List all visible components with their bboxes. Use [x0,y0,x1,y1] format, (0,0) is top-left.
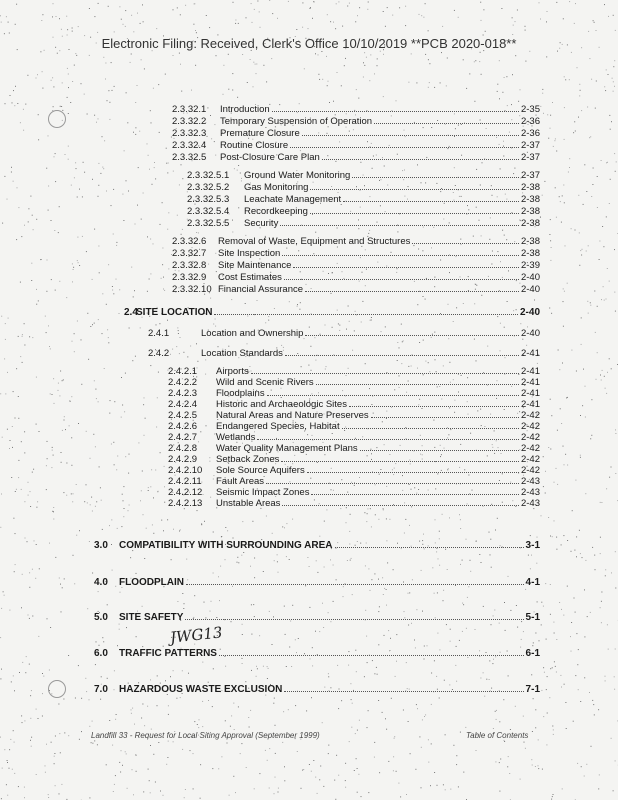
toc-entry [168,487,540,498]
toc-entry-page: 2-43 [520,476,540,487]
toc-entry [168,421,540,432]
dot-leader [322,152,519,160]
toc-entry-page: 2-41 [520,377,540,388]
toc-entry-page: 3-1 [525,540,540,551]
toc-entry-number: 2.3.32.5.3 [187,194,230,205]
dot-leader [285,348,519,356]
dot-leader [310,206,519,214]
toc-entry-page: 2-43 [520,498,540,509]
toc-entry [168,476,540,487]
toc-entry [187,218,540,229]
toc-entry [187,182,540,193]
toc-entry-page: 2-37 [520,140,540,151]
toc-entry [172,104,540,115]
toc-entry [187,170,540,181]
dot-leader [186,577,524,585]
dot-leader [305,328,519,336]
toc-entry-number: 2.4.2.4 [168,399,198,410]
toc-entry-number: 2.4.2.11 [168,476,202,487]
dot-leader [282,248,519,256]
dot-leader [251,366,519,374]
dot-leader [349,399,519,407]
toc-entry-number: 2.4.1 [148,328,170,339]
toc-entry-number: 2.3.32.5.1 [187,170,230,181]
toc-entry-number: 2.3.32.2 [172,116,207,127]
toc-entry [94,577,540,588]
toc-entry-page: 2-38 [520,248,540,259]
toc-entry-page: 2-38 [520,236,540,247]
toc-entry-page: 2-40 [520,272,540,283]
toc-entry-number: 2.4.2.13 [168,498,203,509]
toc-entry [148,348,540,359]
toc-entry-title: Floodplains [216,388,265,399]
dot-leader [290,140,519,148]
toc-entry [172,260,540,271]
toc-entry [168,465,540,476]
toc-entry-title: Setback Zones [216,454,280,465]
toc-entry-title: Airports [216,366,249,377]
toc-entry-number: 2.3.32.10 [172,284,212,295]
toc-entry-page: 2-43 [520,487,540,498]
toc-entry-title: Seismic Impact Zones [216,487,310,498]
toc-entry-title: Sole Source Aquifers [216,465,305,476]
toc-entry [168,454,540,465]
toc-entry-page: 2-42 [520,443,540,454]
dot-leader [302,128,519,136]
toc-entry [94,684,540,695]
dot-leader [284,684,523,692]
toc-entry-page: 2-36 [520,116,540,127]
toc-entry-title: Recordkeeping [244,206,308,217]
toc-entry-title: FLOODPLAIN [119,577,184,588]
toc-entry-page: 2-42 [520,421,540,432]
toc-entry-number: 2.3.32.3 [172,128,207,139]
footer-right: Table of Contents [466,731,529,740]
toc-entry [172,140,540,151]
dot-leader [412,236,519,244]
toc-entry-number: 2.3.32.4 [172,140,207,151]
toc-entry-number: 2.4.2.5 [168,410,198,421]
footer-left: Landfill 33 - Request for Local Siting Approval (September 1999) [91,731,320,740]
toc-entry-title: COMPATIBILITY WITH SURROUNDING AREA [119,540,333,551]
toc-entry-page: 2-42 [520,465,540,476]
toc-entry-page: 2-37 [520,170,540,181]
toc-entry-page: 6-1 [525,648,540,659]
toc-entry-number: 2.3.32.8 [172,260,207,271]
toc-entry [168,410,540,421]
dot-leader [360,443,519,451]
dot-leader [280,218,519,226]
toc-entry-page: 2-37 [520,152,540,163]
toc-entry [172,248,540,259]
dot-leader [335,540,524,548]
toc-entry-title: Leachate Management [244,194,342,205]
toc-entry-number: 2.4.2.12 [168,487,203,498]
toc-entry [124,307,540,318]
toc-entry-title: SITE LOCATION [136,307,213,318]
toc-entry-number: 2.4.2.8 [168,443,198,454]
toc-entry-page: 2-42 [520,454,540,465]
toc-entry-page: 2-41 [520,388,540,399]
toc-entry [168,366,540,377]
dot-leader [316,377,519,385]
toc-entry-number: 2.4.2 [148,348,170,359]
toc-entry-page: 2-40 [520,284,540,295]
dot-leader [307,465,519,473]
toc-entry-number: 2.3.32.9 [172,272,207,283]
toc-entry [168,377,540,388]
toc-entry-title: Temporary Suspension of Operation [220,116,373,127]
dot-leader [219,648,524,656]
toc-entry-page: 5-1 [525,612,540,623]
toc-entry-page: 2-40 [519,307,540,318]
dot-leader [284,272,519,280]
dot-leader [293,260,519,268]
toc-entry-page: 2-38 [520,218,540,229]
toc-entry-number: 4.0 [94,577,108,588]
toc-entry-page: 2-41 [520,399,540,410]
toc-entry [168,498,540,509]
toc-entry [172,284,540,295]
toc-entry-title: Premature Closure [220,128,300,139]
toc-entry-title: Location Standards [201,348,283,359]
toc-entry-title: SITE SAFETY [119,612,184,623]
toc-entry [94,540,540,551]
toc-entry-title: Unstable Areas [216,498,281,509]
toc-entry-title: Endangered Species, Habitat [216,421,340,432]
toc-entry [168,443,540,454]
dot-leader [374,116,519,124]
dot-leader [352,170,519,178]
toc-entry-title: Routine Closure [220,140,289,151]
filing-header: Electronic Filing: Received, Clerk's Office 10/10/2019 **PCB 2020-018** [101,36,517,51]
toc-entry [187,206,540,217]
toc-entry [168,388,540,399]
toc-entry-page: 2-38 [520,206,540,217]
dot-leader [282,498,519,506]
toc-entry-title: Location and Ownership [201,328,304,339]
dot-leader [310,182,519,190]
dot-leader [257,432,519,440]
dot-leader [311,487,519,495]
dot-leader [266,476,519,484]
toc-entry-title: Removal of Waste, Equipment and Structures [218,236,411,247]
toc-entry-number: 2.3.32.7 [172,248,207,259]
toc-entry-number: 2.3.32.5 [172,152,207,163]
toc-entry-number: 2.3.32.5.5 [187,218,230,229]
dot-leader [281,454,519,462]
toc-entry-number: 2.4.2.1 [168,366,198,377]
dot-leader [185,612,523,620]
toc-entry-number: 2.4.2.9 [168,454,198,465]
toc-entry [94,648,540,659]
toc-entry-number: 3.0 [94,540,108,551]
punch-hole-bottom [48,680,66,698]
toc-entry-title: Wetlands [216,432,256,443]
toc-entry-page: 2-40 [520,328,540,339]
punch-hole-top [48,110,66,128]
toc-entry-page: 2-38 [520,194,540,205]
dot-leader [272,104,519,112]
dot-leader [371,410,519,418]
toc-entry-title: Introduction [220,104,270,115]
toc-entry [168,399,540,410]
toc-entry-number: 2.4.2.10 [168,465,203,476]
toc-entry-number: 2.4.2.6 [168,421,198,432]
toc-entry-title: Site Maintenance [218,260,292,271]
toc-entry-page: 4-1 [525,577,540,588]
toc-entry-page: 2-36 [520,128,540,139]
toc-entry-number: 2.4.2.3 [168,388,198,399]
toc-entry-title: Historic and Archaeologic Sites [216,399,347,410]
toc-entry-page: 2-38 [520,182,540,193]
toc-entry-title: Site Inspection [218,248,281,259]
toc-entry-number: 2.3.32.5.4 [187,206,230,217]
toc-entry-title: TRAFFIC PATTERNS [119,648,217,659]
toc-entry-title: Security [244,218,279,229]
toc-entry-page: 2-39 [520,260,540,271]
toc-entry-title: Wild and Scenic Rivers [216,377,314,388]
toc-entry-number: 2.3.32.5.2 [187,182,230,193]
toc-entry-number: 2.4.2.2 [168,377,198,388]
toc-entry [148,328,540,339]
toc-entry-title: HAZARDOUS WASTE EXCLUSION [119,684,283,695]
toc-entry-title: Cost Estimates [218,272,282,283]
toc-entry-number: 2.4 [124,307,138,318]
toc-entry-page: 2-35 [520,104,540,115]
dot-leader [342,421,519,429]
toc-entry-title: Natural Areas and Nature Preserves [216,410,369,421]
toc-entry [172,272,540,283]
toc-entry-number: 2.4.2.7 [168,432,198,443]
dot-leader [267,388,519,396]
toc-entry [168,432,540,443]
dot-leader [305,284,519,292]
toc-entry-title: Financial Assurance [218,284,304,295]
toc-entry-page: 2-41 [520,348,540,359]
toc-entry-title: Water Quality Management Plans [216,443,358,454]
toc-entry-page: 7-1 [525,684,540,695]
toc-entry [172,128,540,139]
dot-leader [343,194,519,202]
toc-entry-number: 5.0 [94,612,108,623]
toc-entry-number: 2.3.32.1 [172,104,207,115]
toc-entry-number: 6.0 [94,648,108,659]
toc-entry [172,152,540,163]
toc-entry-page: 2-42 [520,410,540,421]
toc-entry-title: Gas Monitoring [244,182,309,193]
toc-entry-title: Ground Water Monitoring [244,170,351,181]
dot-leader [214,307,518,315]
toc-entry-page: 2-42 [520,432,540,443]
toc-entry-number: 7.0 [94,684,108,695]
toc-entry [187,194,540,205]
toc-entry-title: Fault Areas [216,476,265,487]
toc-entry [172,236,540,247]
toc-entry-number: 2.3.32.6 [172,236,207,247]
toc-entry-page: 2-41 [520,366,540,377]
toc-entry [94,612,540,623]
toc-entry-title: Post-Closure Care Plan [220,152,320,163]
handwritten-initials: JWG13 [169,623,224,647]
toc-entry [172,116,540,127]
